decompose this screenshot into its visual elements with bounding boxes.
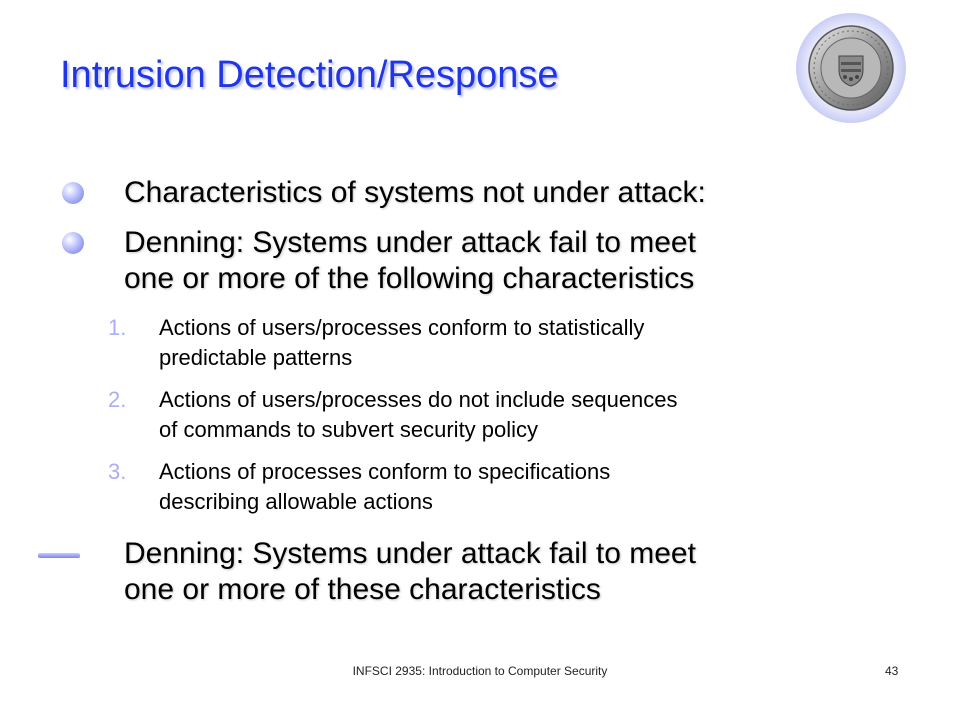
item-text: Actions of users/processes do not include sequences — [159, 387, 678, 412]
item-number: 2. — [108, 387, 127, 412]
item-text: predictable patterns — [159, 345, 353, 370]
dash-text: one or more of these characteristics — [124, 573, 601, 606]
item-number: 3. — [108, 459, 127, 484]
bullet-text: Denning: Systems under attack fail to meet — [124, 226, 696, 259]
university-seal-logo — [795, 12, 907, 124]
bullet-text: Characteristics of systems not under attack: — [124, 176, 706, 209]
bullet-dot-icon — [62, 182, 84, 204]
page-number: 43 — [885, 664, 899, 678]
bullet-text: one or more of the following characteristics — [124, 262, 695, 295]
item-number: 1. — [108, 315, 127, 340]
slide-title: Intrusion Detection/Response — [60, 54, 559, 96]
dash-bullet-icon — [38, 553, 80, 558]
dash-text: Denning: Systems under attack fail to meet — [124, 537, 696, 570]
item-text: Actions of users/processes conform to statistically — [159, 315, 645, 340]
item-text: Actions of processes conform to specifications — [159, 459, 611, 484]
item-text: describing allowable actions — [159, 489, 433, 514]
item-text: of commands to subvert security policy — [159, 417, 539, 442]
slide-footer: INFSCI 2935: Introduction to Computer Security — [352, 664, 608, 678]
bullet-dot-icon — [62, 232, 84, 254]
